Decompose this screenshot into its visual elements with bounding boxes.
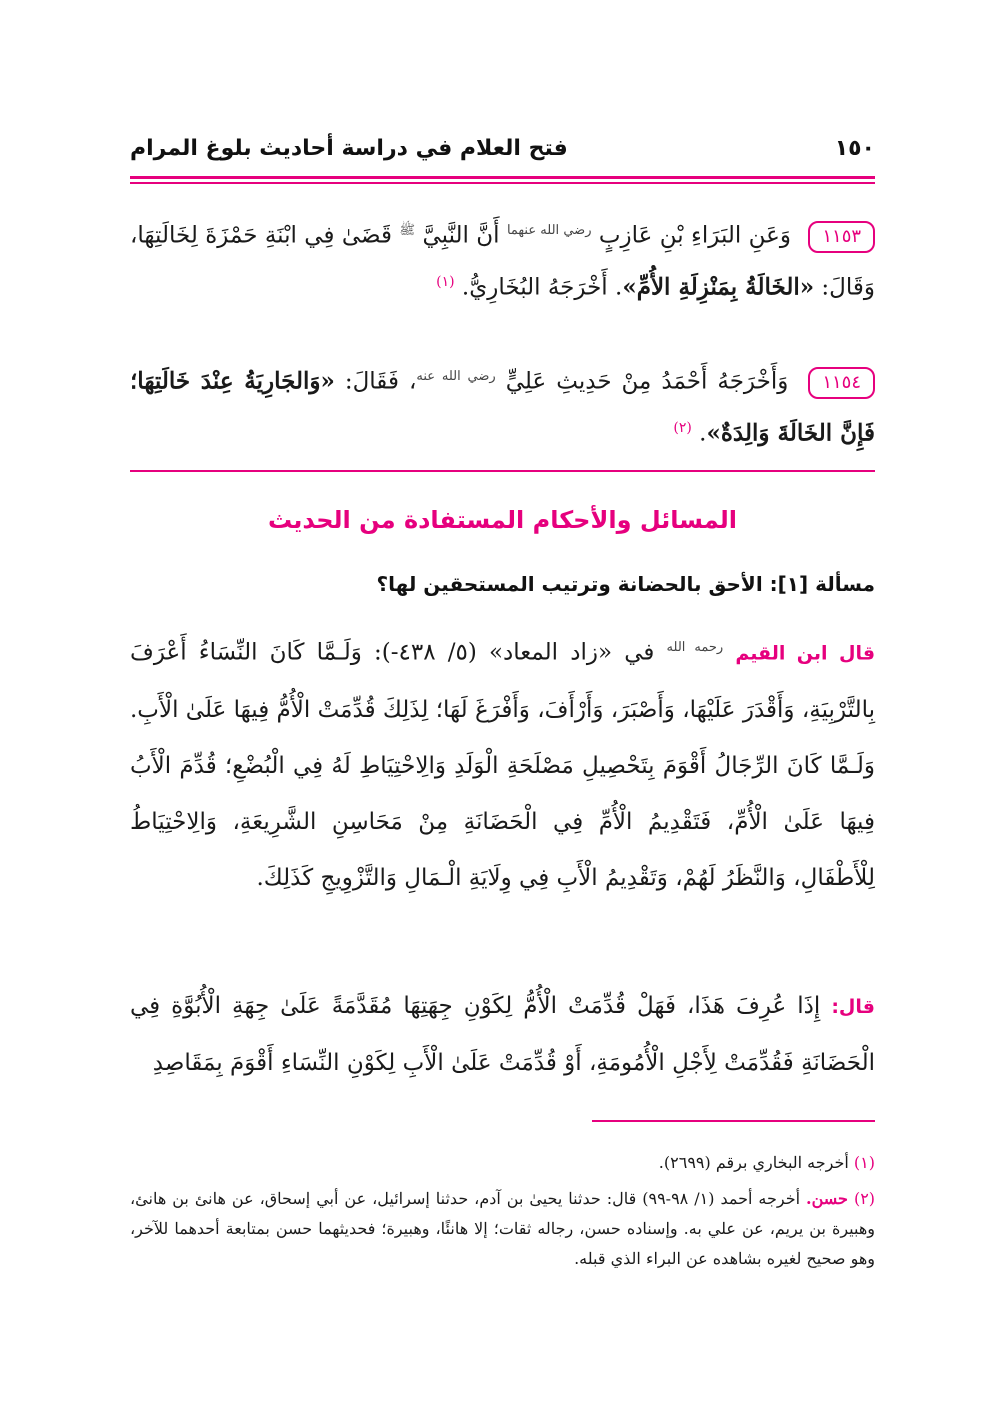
section-title: المسائل والأحكام المستفادة من الحديث [267, 506, 738, 534]
footnote-mark: (١) [853, 1153, 875, 1172]
hadith-ending: . [699, 420, 707, 447]
footnote-ref[interactable]: (١) [436, 273, 455, 290]
footnote-text: أخرجه أحمد (١/ ٩٨-٩٩) قال: حدثنا يحيىٰ بن آدم، حدثنا إسرائيل، عن أبي إسحاق، عن هانئ بن هانئ، وهبيرة بن يريم، عن علي به. وإسناده حسن، رجاله ثقات؛ إلا هانئًا، وهبيرة؛ فحديثهما حسن بمتابعة أحدهما للآخر، وهو صحيح لغيره بشاهده عن البراء الذي قبله. [130, 1189, 875, 1268]
hadith-number-badge: ١١٥٤ [808, 367, 875, 399]
honorific-mark: ﷺ [399, 223, 416, 238]
hadith-quote: «الخَالَةُ بِمَنْزِلَةِ الأُمِّ» [622, 273, 815, 301]
hadith-1154 [130, 354, 875, 456]
source-reference: في «زاد المعاد» (٥/ ٤٣٨-): [373, 639, 655, 666]
continuation-paragraph [130, 978, 875, 1091]
footnote-mark: (٢) [853, 1189, 876, 1208]
footnote-2 [130, 1184, 875, 1274]
header-rule-thin [130, 182, 875, 184]
footnote-grade: حسن. [806, 1189, 848, 1208]
hadith-text: وَأَخْرَجَهُ أَحْمَدُ مِنْ حَدِيثِ عَلِيٍّ [505, 368, 789, 395]
hadith-text: ، فَقَالَ: [344, 368, 417, 395]
hadith-number-badge: ١١٥٣ [808, 221, 875, 253]
footnote-text: أخرجه البخاري برقم (٢٦٩٩). [658, 1153, 849, 1172]
footnotes [130, 1148, 875, 1280]
header-rule-thick [130, 176, 875, 179]
honorific-mark: رضي الله عنهما [506, 223, 592, 238]
hadith-ending: . أَخْرَجَهُ البُخَارِيُّ. [461, 274, 623, 301]
honorific-mark: رحمه الله [666, 640, 724, 655]
hadith-text: وَعَنِ البَرَاءِ بْنِ عَازِبٍ [598, 222, 791, 249]
page-number: ١٥٠ [834, 135, 875, 161]
hadith-text: قَضَىٰ فِي ابْنَةِ حَمْزَةَ لِخَالَتِهَا، وَقَالَ: [130, 222, 875, 301]
hadith-text: أَنَّ النَّبِيَّ [422, 222, 500, 249]
ibn-qayyim-quote [130, 620, 875, 906]
question-heading: مسألة [١]: الأحق بالحضانة وترتيب المستحقين لها؟ [376, 572, 875, 596]
footnote-separator [592, 1120, 875, 1122]
book-title: فتح العلام في دراسة أحاديث بلوغ المرام [130, 135, 568, 161]
section-divider [130, 470, 875, 472]
speaker-label: قال: [831, 996, 875, 1018]
hadith-quote: «وَالجَارِيَةُ عِنْدَ خَالَتِهَا؛ فَإِنَّ الخَالَةَ وَالِدَةٌ» [130, 367, 875, 447]
honorific-mark: رضي الله عنه [416, 369, 496, 384]
paragraph-text: إِذَا عُرِفَ هَذَا، فَهَلْ قُدِّمَتْ الْأُمُّ لِكَوْنِ جِهَتِهَا مُقَدَّمَةً عَلَىٰ جِهَةِ الْأُبُوَّةِ فِي الْحَضَانَةِ فَقُدِّمَتْ لِأَجْلِ الْأُمُومَةِ، أَوْ قُدِّمَتْ عَلَىٰ الْأَبِ لِكَوْنِ النِّسَاءِ أَقْوَمَ بِمَقَاصِدِ [130, 993, 875, 1076]
footnote-1 [130, 1148, 875, 1178]
page-header [130, 128, 875, 168]
footnote-ref[interactable]: (٢) [673, 419, 692, 436]
paragraph-text: وَلَـمَّا كَانَ النِّسَاءُ أَعْرَفَ بِالتَّرْبِيَةِ، وَأَقْدَرَ عَلَيْهَا، وَأَصْبَرَ، وَأَرْأَفَ، وَأَفْرَغَ لَهَا؛ لِذَلِكَ قُدِّمَتْ الْأُمُّ فِيهَا عَلَىٰ الْأَبِ. وَلَـمَّا كَانَ الرِّجَالُ أَقْوَمَ بِتَحْصِيلِ مَصْلَحَةِ الْوَلَدِ وَالِاحْتِيَاطِ لَهُ فِي الْبُضْعِ؛ قُدِّمَ الْأَبُ فِيهَا عَلَىٰ الْأُمِّ، فَتَقْدِيمُ الْأُمِّ فِي الْحَضَانَةِ مِنْ مَحَاسِنِ الشَّرِيعَةِ، وَالِاحْتِيَاطُ لِلْأَطْفَالِ، وَالنَّظَرُ لَهُمْ، وَتَقْدِيمُ الْأَبِ فِي وِلَايَةِ الْـمَالِ وَالتَّزْوِيجِ كَذَلِكَ. [130, 639, 875, 891]
hadith-1153 [130, 208, 875, 310]
speaker-name: قال ابن القيم [735, 642, 876, 665]
